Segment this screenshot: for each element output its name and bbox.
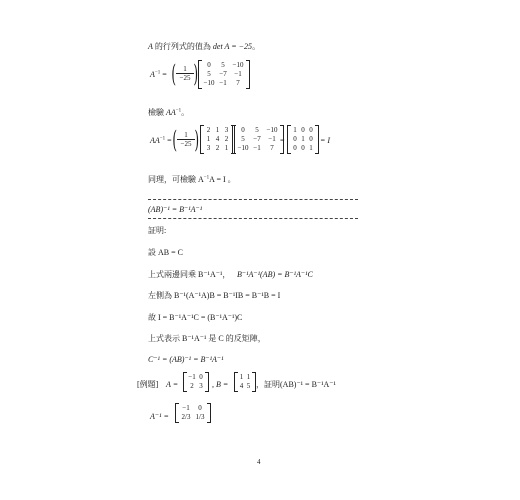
check-line: 檢驗 $AA^{-1}$。 (148, 108, 190, 117)
matrix-cell: 3 (199, 382, 203, 390)
divider-bottom (148, 218, 358, 219)
proof-step1a: 上式兩邊同乘 B⁻¹A⁻¹， (148, 270, 231, 279)
matrix-cell: 1/3 (195, 413, 205, 421)
page-number: 4 (257, 458, 261, 466)
matrix-cell: 2 (206, 126, 211, 134)
matrix-cell: 0 (301, 126, 305, 134)
inverse-label: $A^{-1}$ = (150, 70, 167, 79)
matrix-cell: 1 (224, 144, 229, 152)
right-paren-2: ) (194, 126, 200, 154)
matrix-cell: 5 (246, 382, 251, 390)
equals-sign: = (280, 136, 285, 145)
matrix-cell: 0 (309, 126, 313, 134)
matrix-cell: 0 (199, 373, 203, 381)
matrix-cell: −10 (232, 61, 244, 69)
matrix-cell: 7 (270, 144, 274, 152)
proof-step1b: B⁻¹A⁻¹(AB) = B⁻¹A⁻¹C (237, 270, 313, 279)
matrix-cell: 0 (309, 135, 313, 143)
matrix-cell: 1 (309, 144, 313, 152)
matrix-cell: 1 (206, 135, 211, 143)
answer-matrix (175, 403, 211, 423)
check-lhs: $AA^{-1}$ = (150, 136, 172, 145)
answer-label: A⁻¹ = (150, 412, 169, 421)
matrix-cell: 2 (224, 135, 229, 143)
proof-step3: 故 I = B⁻¹A⁻¹C = (B⁻¹A⁻¹)C (148, 313, 243, 322)
matrix-cell: 2 (190, 382, 194, 390)
matrix-cell: 2 (215, 144, 220, 152)
matrix-cell: −10 (266, 126, 278, 134)
matrix-cell: 1 (301, 135, 305, 143)
intro-text: 的行列式的值為 (152, 42, 213, 51)
intro-end: 。 (252, 42, 261, 51)
left-paren: ( (171, 60, 177, 88)
proof-heading: 証明: (148, 226, 167, 235)
matrix-cell: 5 (221, 61, 225, 69)
matrix-cell: −1 (219, 79, 227, 87)
example-tag: [例題] (137, 380, 159, 389)
matrix-cell: 5 (241, 135, 245, 143)
similar-line: 同理，可檢驗 $A^{-1}A = I$ 。 (148, 175, 236, 184)
divider-top (148, 199, 358, 200)
matrix-cell: 0 (198, 404, 202, 412)
proof-step4: 上式表示 B⁻¹A⁻¹ 是 C 的反矩陣， (148, 334, 266, 343)
adjugate-matrix-2 (232, 125, 284, 154)
matrix-cell: −1 (253, 144, 261, 152)
matrix-cell: 0 (301, 144, 305, 152)
example-matrix-b (234, 372, 256, 392)
matrix-cell: −10 (237, 144, 249, 152)
matrix-cell: 0 (207, 61, 211, 69)
matrix-cell: 3 (224, 126, 229, 134)
example-a-label: A = (166, 380, 179, 389)
matrix-cell: −1 (188, 373, 196, 381)
matrix-cell: 7 (236, 79, 240, 87)
matrix-cell: 1 (293, 126, 297, 134)
equals-i: = I (320, 136, 331, 145)
left-paren-2: ( (172, 126, 178, 154)
coefficient-fraction: $\frac{1}{-25}$ (176, 65, 194, 82)
matrix-cell: −7 (219, 70, 227, 78)
matrix-cell: 3 (206, 144, 211, 152)
matrix-cell: 0 (241, 126, 245, 134)
intro-a: A (148, 42, 153, 51)
matrix-cell: −7 (253, 135, 261, 143)
example-prove: ，証明(AB)⁻¹ = B⁻¹A⁻¹ (256, 380, 336, 389)
matrix-cell: 0 (293, 135, 297, 143)
matrix-cell: −1 (234, 70, 242, 78)
matrix-cell: 4 (239, 382, 244, 390)
matrix-cell: −1 (268, 135, 276, 143)
matrix-cell: −1 (182, 404, 190, 412)
theorem: (AB)⁻¹ = B⁻¹A⁻¹ (148, 205, 203, 214)
proof-step5: C⁻¹ = (AB)⁻¹ = B⁻¹A⁻¹ (148, 355, 224, 364)
intro-det: det A = −25 (212, 42, 253, 51)
adjugate-matrix (198, 60, 250, 89)
matrix-cell: 0 (293, 144, 297, 152)
proof-let: 設 AB = C (148, 248, 183, 257)
matrix-cell: 1 (246, 373, 251, 381)
matrix-cell: 5 (207, 70, 211, 78)
coefficient-fraction-2: $\frac{1}{-25}$ (177, 131, 195, 148)
proof-step2: 左側為 B⁻¹(A⁻¹A)B = B⁻¹IB = B⁻¹B = I (148, 291, 281, 300)
matrix-a (200, 125, 235, 154)
matrix-cell: 1 (239, 373, 244, 381)
matrix-cell: 1 (215, 126, 220, 134)
example-matrix-a (183, 372, 209, 392)
example-b-label: , B = (212, 380, 229, 389)
intro-line (148, 42, 260, 52)
matrix-cell: −10 (203, 79, 215, 87)
matrix-cell: 4 (215, 135, 220, 143)
identity-matrix (287, 125, 319, 154)
matrix-cell: 2/3 (181, 413, 191, 421)
matrix-cell: 5 (255, 126, 259, 134)
right-paren: ) (193, 60, 199, 88)
